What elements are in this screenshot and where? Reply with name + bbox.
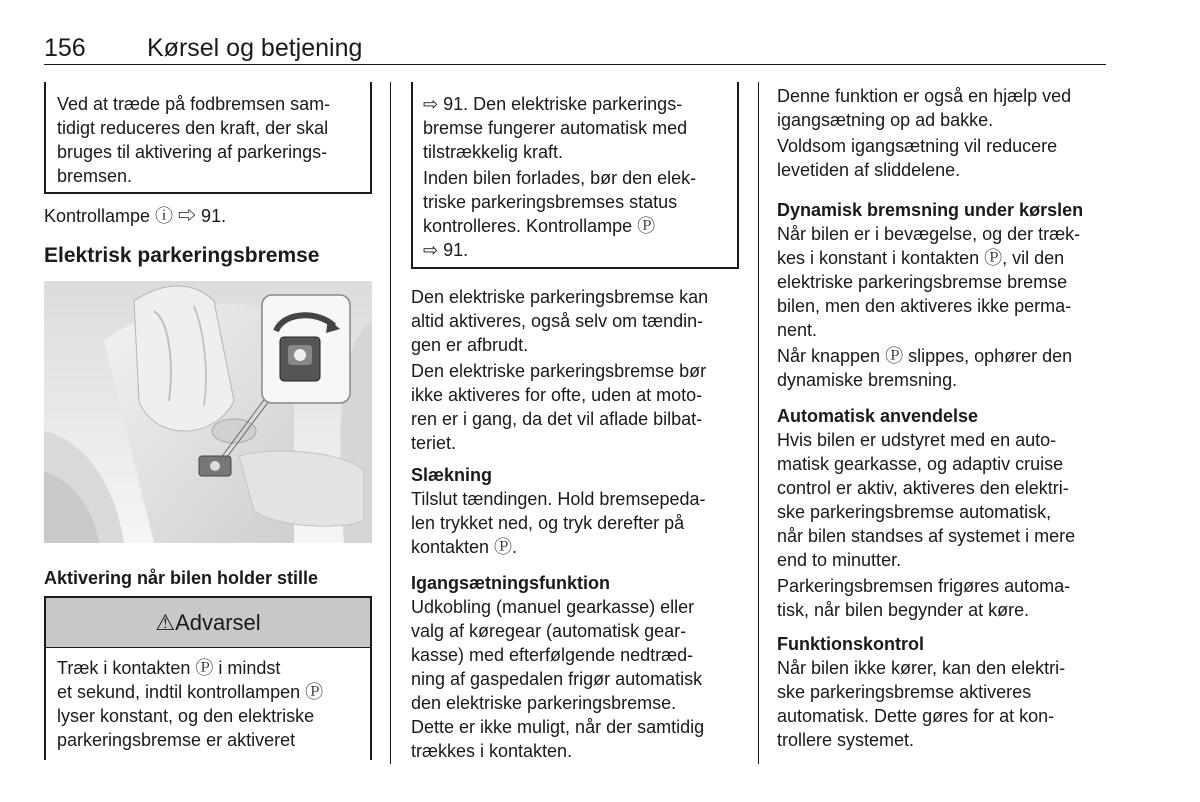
- start-line-1: Udkobling (manuel gearkasse) eller: [411, 597, 695, 617]
- heading-release: Slækning: [411, 465, 493, 485]
- start-line-4: ning af gaspedalen frigør automatisk: [411, 669, 703, 689]
- start-line-6: Dette er ikke muligt, når der samtidig: [411, 717, 705, 737]
- warning-border-right: [370, 648, 372, 760]
- note-line-1: Ved at træde på fodbremsen sam-: [57, 94, 331, 114]
- release-line-1: Tilslut tændingen. Hold bremsepeda-: [411, 489, 706, 509]
- header-rule: [44, 64, 1106, 65]
- indicator-reference: Kontrollampe ⓘ ⇨ 91.: [44, 206, 227, 226]
- box2-line-4: Inden bilen forlades, bør den elek-: [423, 168, 697, 188]
- dynamic2-line-2: dynamiske bremsning.: [777, 370, 958, 390]
- parking-brake-illustration: [44, 281, 372, 543]
- para-battery-line-2: ikke aktiveres for ofte, uden at moto-: [411, 385, 703, 405]
- dynamic-line-5: nent.: [777, 320, 818, 340]
- wear-line-2: levetiden af sliddelene.: [777, 160, 961, 180]
- auto2-line-1: Parkeringsbremsen frigøres automa-: [777, 576, 1071, 596]
- para-battery-line-1: Den elektriske parkeringsbremse bør: [411, 361, 707, 381]
- dynamic-line-1: Når bilen er i bevægelse, og der træk-: [777, 224, 1081, 244]
- para-always-line-1: Den elektriske parkeringsbremse kan: [411, 287, 709, 307]
- dynamic-line-3: elektriske parkeringsbremse bremse: [777, 272, 1068, 292]
- box2-line-7: ⇨ 91.: [423, 240, 469, 260]
- release-line-2: len trykket ned, og tryk derefter på: [411, 513, 685, 533]
- auto-line-3: control er aktiv, aktiveres den elektri-: [777, 478, 1069, 498]
- auto-line-1: Hvis bilen er udstyret med en auto-: [777, 430, 1057, 450]
- column-divider-2: [758, 82, 759, 764]
- heading-activation-stationary: Aktivering når bilen holder stille: [44, 568, 319, 588]
- check-line-4: trollere systemet.: [777, 730, 915, 750]
- box2-line-2: bremse fungerer automatisk med: [423, 118, 688, 138]
- warning-line-3: lyser konstant, og den elektriske: [57, 706, 315, 726]
- para-battery-line-3: ren er i gang, da det vil aflade bilbat-: [411, 409, 703, 429]
- section-title: Kørsel og betjening: [147, 34, 363, 62]
- box2-line-3: tilstrækkelig kraft.: [423, 142, 564, 162]
- check-line-3: automatisk. Dette gøres for at kon-: [777, 706, 1055, 726]
- hill-line-2: igangsætning op ad bakke.: [777, 110, 994, 130]
- start-line-2: valg af køregear (automatisk gear-: [411, 621, 687, 641]
- start-line-7: trækkes i kontakten.: [411, 741, 573, 761]
- check-line-2: ske parkeringsbremse aktiveres: [777, 682, 1032, 702]
- para-always-line-2: altid aktiveres, også selv om tændin-: [411, 311, 704, 331]
- check-line-1: Når bilen ikke kører, kan den elektri-: [777, 658, 1066, 678]
- start-line-5: den elektriske parkeringsbremse.: [411, 693, 677, 713]
- heading-start-function: Igangsætningsfunktion: [411, 573, 610, 593]
- para-battery-line-4: teriet.: [411, 433, 457, 453]
- warning-title: Advarsel: [175, 610, 261, 635]
- note-line-3: bruges til aktivering af parkerings-: [57, 142, 328, 162]
- warning-line-2: et sekund, indtil kontrollampen Ⓟ: [57, 682, 324, 702]
- heading-electric-parking-brake: Elektrisk parkeringsbremse: [44, 244, 320, 267]
- note-line-4: bremsen.: [57, 166, 133, 186]
- warning-line-4: parkeringsbremse er aktiveret: [57, 730, 296, 750]
- heading-function-check: Funktionskontrol: [777, 634, 924, 654]
- box2-line-1: ⇨ 91. Den elektriske parkerings-: [423, 94, 683, 114]
- auto-line-5: når bilen standses af systemet i mere: [777, 526, 1076, 546]
- page-header: [44, 34, 1104, 66]
- start-line-3: kasse) med efterfølgende nedtræd-: [411, 645, 694, 665]
- auto-line-6: end to minutter.: [777, 550, 902, 570]
- page-number: 156: [44, 34, 86, 62]
- column-divider-1: [390, 82, 391, 764]
- auto2-line-2: tisk, når bilen begynder at køre.: [777, 600, 1030, 620]
- hill-line-1: Denne funktion er også en hjælp ved: [777, 86, 1072, 106]
- dynamic2-line-1: Når knappen Ⓟ slippes, ophører den: [777, 346, 1073, 366]
- wear-line-1: Voldsom igangsætning vil reducere: [777, 136, 1058, 156]
- note-line-2: tidigt reduceres den kraft, der skal: [57, 118, 329, 138]
- box2-line-5: triske parkeringsbremses status: [423, 192, 678, 212]
- heading-automatic-use: Automatisk anvendelse: [777, 406, 979, 426]
- warning-border-left: [44, 648, 46, 760]
- warning-header: [44, 596, 372, 648]
- dynamic-line-4: bilen, men den aktiveres ikke perma-: [777, 296, 1072, 316]
- release-line-3: kontakten Ⓟ.: [411, 537, 518, 557]
- para-always-line-3: gen er afbrudt.: [411, 335, 529, 355]
- box2-line-6: kontrolleres. Kontrollampe Ⓟ: [423, 216, 656, 236]
- dynamic-line-2: kes i konstant i kontakten Ⓟ, vil den: [777, 248, 1065, 268]
- warning-triangle-icon: ⚠: [155, 610, 176, 635]
- auto-line-2: matisk gearkasse, og adaptiv cruise: [777, 454, 1064, 474]
- auto-line-4: ske parkeringsbremse automatisk,: [777, 502, 1052, 522]
- warning-line-1: Træk i kontakten Ⓟ i mindst: [57, 658, 281, 678]
- heading-dynamic-braking: Dynamisk bremsning under kørslen: [777, 200, 1084, 220]
- console-drawing: [44, 281, 372, 543]
